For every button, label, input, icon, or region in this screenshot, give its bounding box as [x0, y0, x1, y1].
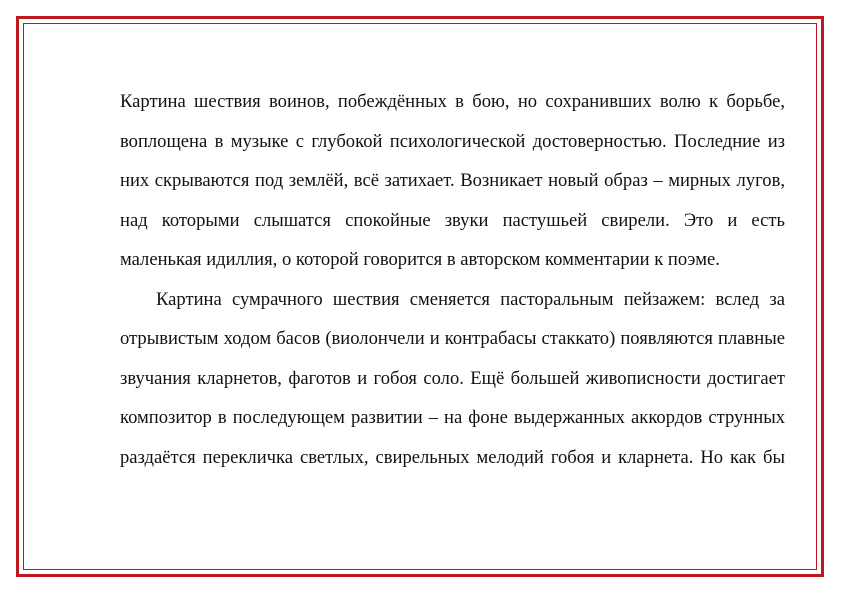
body-text — [120, 82, 785, 477]
paragraph-1: Картина шествия воинов, побеждённых в бою, но сохранивших волю к борьбе, воплощена в музыке с глубокой психологической достоверностью. Последние из них скрываются под землёй, всё затихает. Возникает новый образ – мирных лугов, над которыми слышатся спокойные звуки пастушьей свирели. Это и есть маленькая идиллия, о которой говорится в авторском комментарии к поэме. — [120, 91, 785, 270]
paragraph-2: Картина сумрачного шествия сменяется пасторальным пейзажем: вслед за отрывистым ходом басов (виолончели и контрабасы стаккато) появляются плавные звучания кларнетов, фаготов и гобоя соло. Ещё большей живописности достигает композитор в последующем развитии – на фоне выдержанных аккордов струнных раздаётся перекличка светлых, свирельных мелодий гобоя и кларнета. Но как бы — [120, 288, 785, 468]
